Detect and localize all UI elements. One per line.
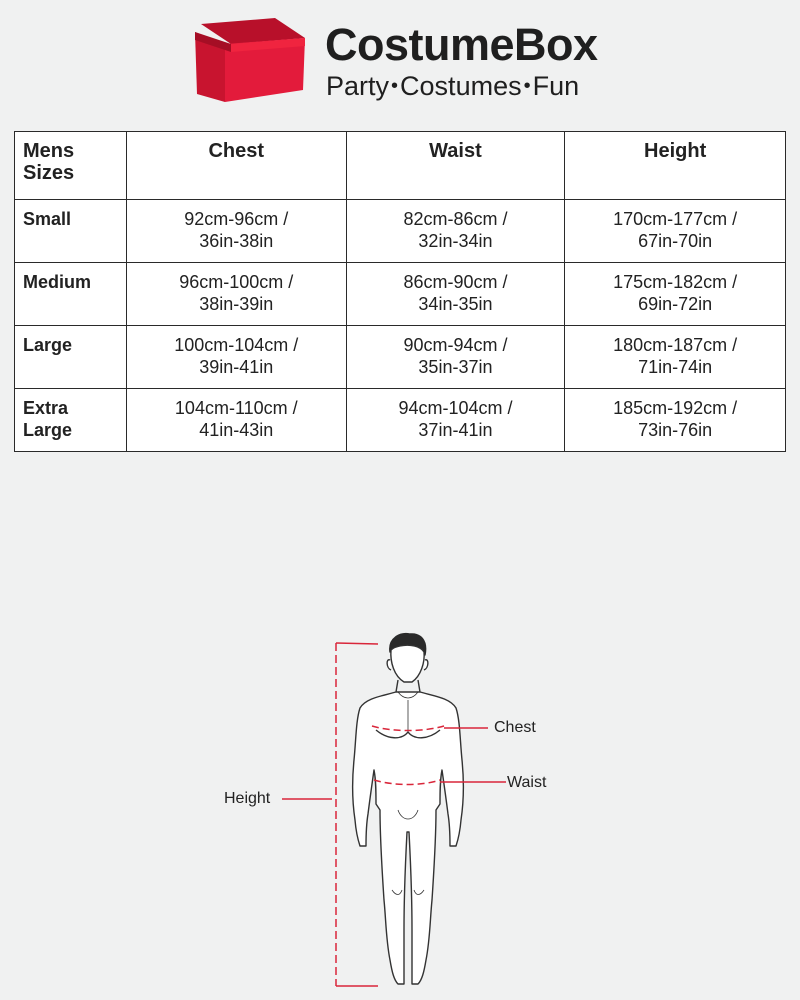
measurement-diagram bbox=[0, 600, 800, 1000]
size-cell: Large bbox=[15, 326, 127, 389]
waist-cell: 90cm-94cm / 35in-37in bbox=[346, 326, 565, 389]
box-logo-icon bbox=[195, 18, 307, 102]
chest-cell: 104cm-110cm / 41in-43in bbox=[126, 389, 346, 452]
table-row bbox=[15, 389, 786, 452]
table-row bbox=[15, 263, 786, 326]
chest-cell: 92cm-96cm / 36in-38in bbox=[126, 200, 346, 263]
height-cell: 185cm-192cm / 73in-76in bbox=[565, 389, 786, 452]
brand-logo bbox=[195, 18, 615, 104]
height-cell: 180cm-187cm / 71in-74in bbox=[565, 326, 786, 389]
size-cell: Small bbox=[15, 200, 127, 263]
waist-cell: 86cm-90cm / 34in-35in bbox=[346, 263, 565, 326]
tagline-costumes: Costumes bbox=[400, 71, 522, 101]
body-figure-illustration bbox=[0, 600, 800, 1000]
waist-label: Waist bbox=[507, 774, 547, 791]
table-row bbox=[15, 200, 786, 263]
size-cell: Medium bbox=[15, 263, 127, 326]
tagline-separator: • bbox=[391, 75, 399, 97]
table-header-row bbox=[15, 132, 786, 200]
chest-cell: 96cm-100cm / 38in-39in bbox=[126, 263, 346, 326]
chest-cell: 100cm-104cm / 39in-41in bbox=[126, 326, 346, 389]
height-cell: 170cm-177cm / 67in-70in bbox=[565, 200, 786, 263]
height-label: Height bbox=[224, 790, 271, 807]
header-chest: Chest bbox=[126, 132, 346, 200]
chest-label: Chest bbox=[494, 719, 536, 736]
brand-name: CostumeBox bbox=[325, 19, 598, 70]
tagline-party: Party bbox=[326, 71, 390, 101]
height-cell: 175cm-182cm / 69in-72in bbox=[565, 263, 786, 326]
size-chart-table bbox=[14, 131, 786, 452]
size-cell: Extra Large bbox=[15, 389, 127, 452]
waist-cell: 82cm-86cm / 32in-34in bbox=[346, 200, 565, 263]
header-height: Height bbox=[565, 132, 786, 200]
table-row bbox=[15, 326, 786, 389]
tagline-fun: Fun bbox=[532, 71, 580, 101]
tagline-separator: • bbox=[523, 75, 531, 97]
human-figure bbox=[353, 634, 464, 984]
brand-tagline bbox=[326, 70, 579, 102]
waist-cell: 94cm-104cm / 37in-41in bbox=[346, 389, 565, 452]
header-mens-sizes: Mens Sizes bbox=[15, 132, 127, 200]
header-waist: Waist bbox=[346, 132, 565, 200]
